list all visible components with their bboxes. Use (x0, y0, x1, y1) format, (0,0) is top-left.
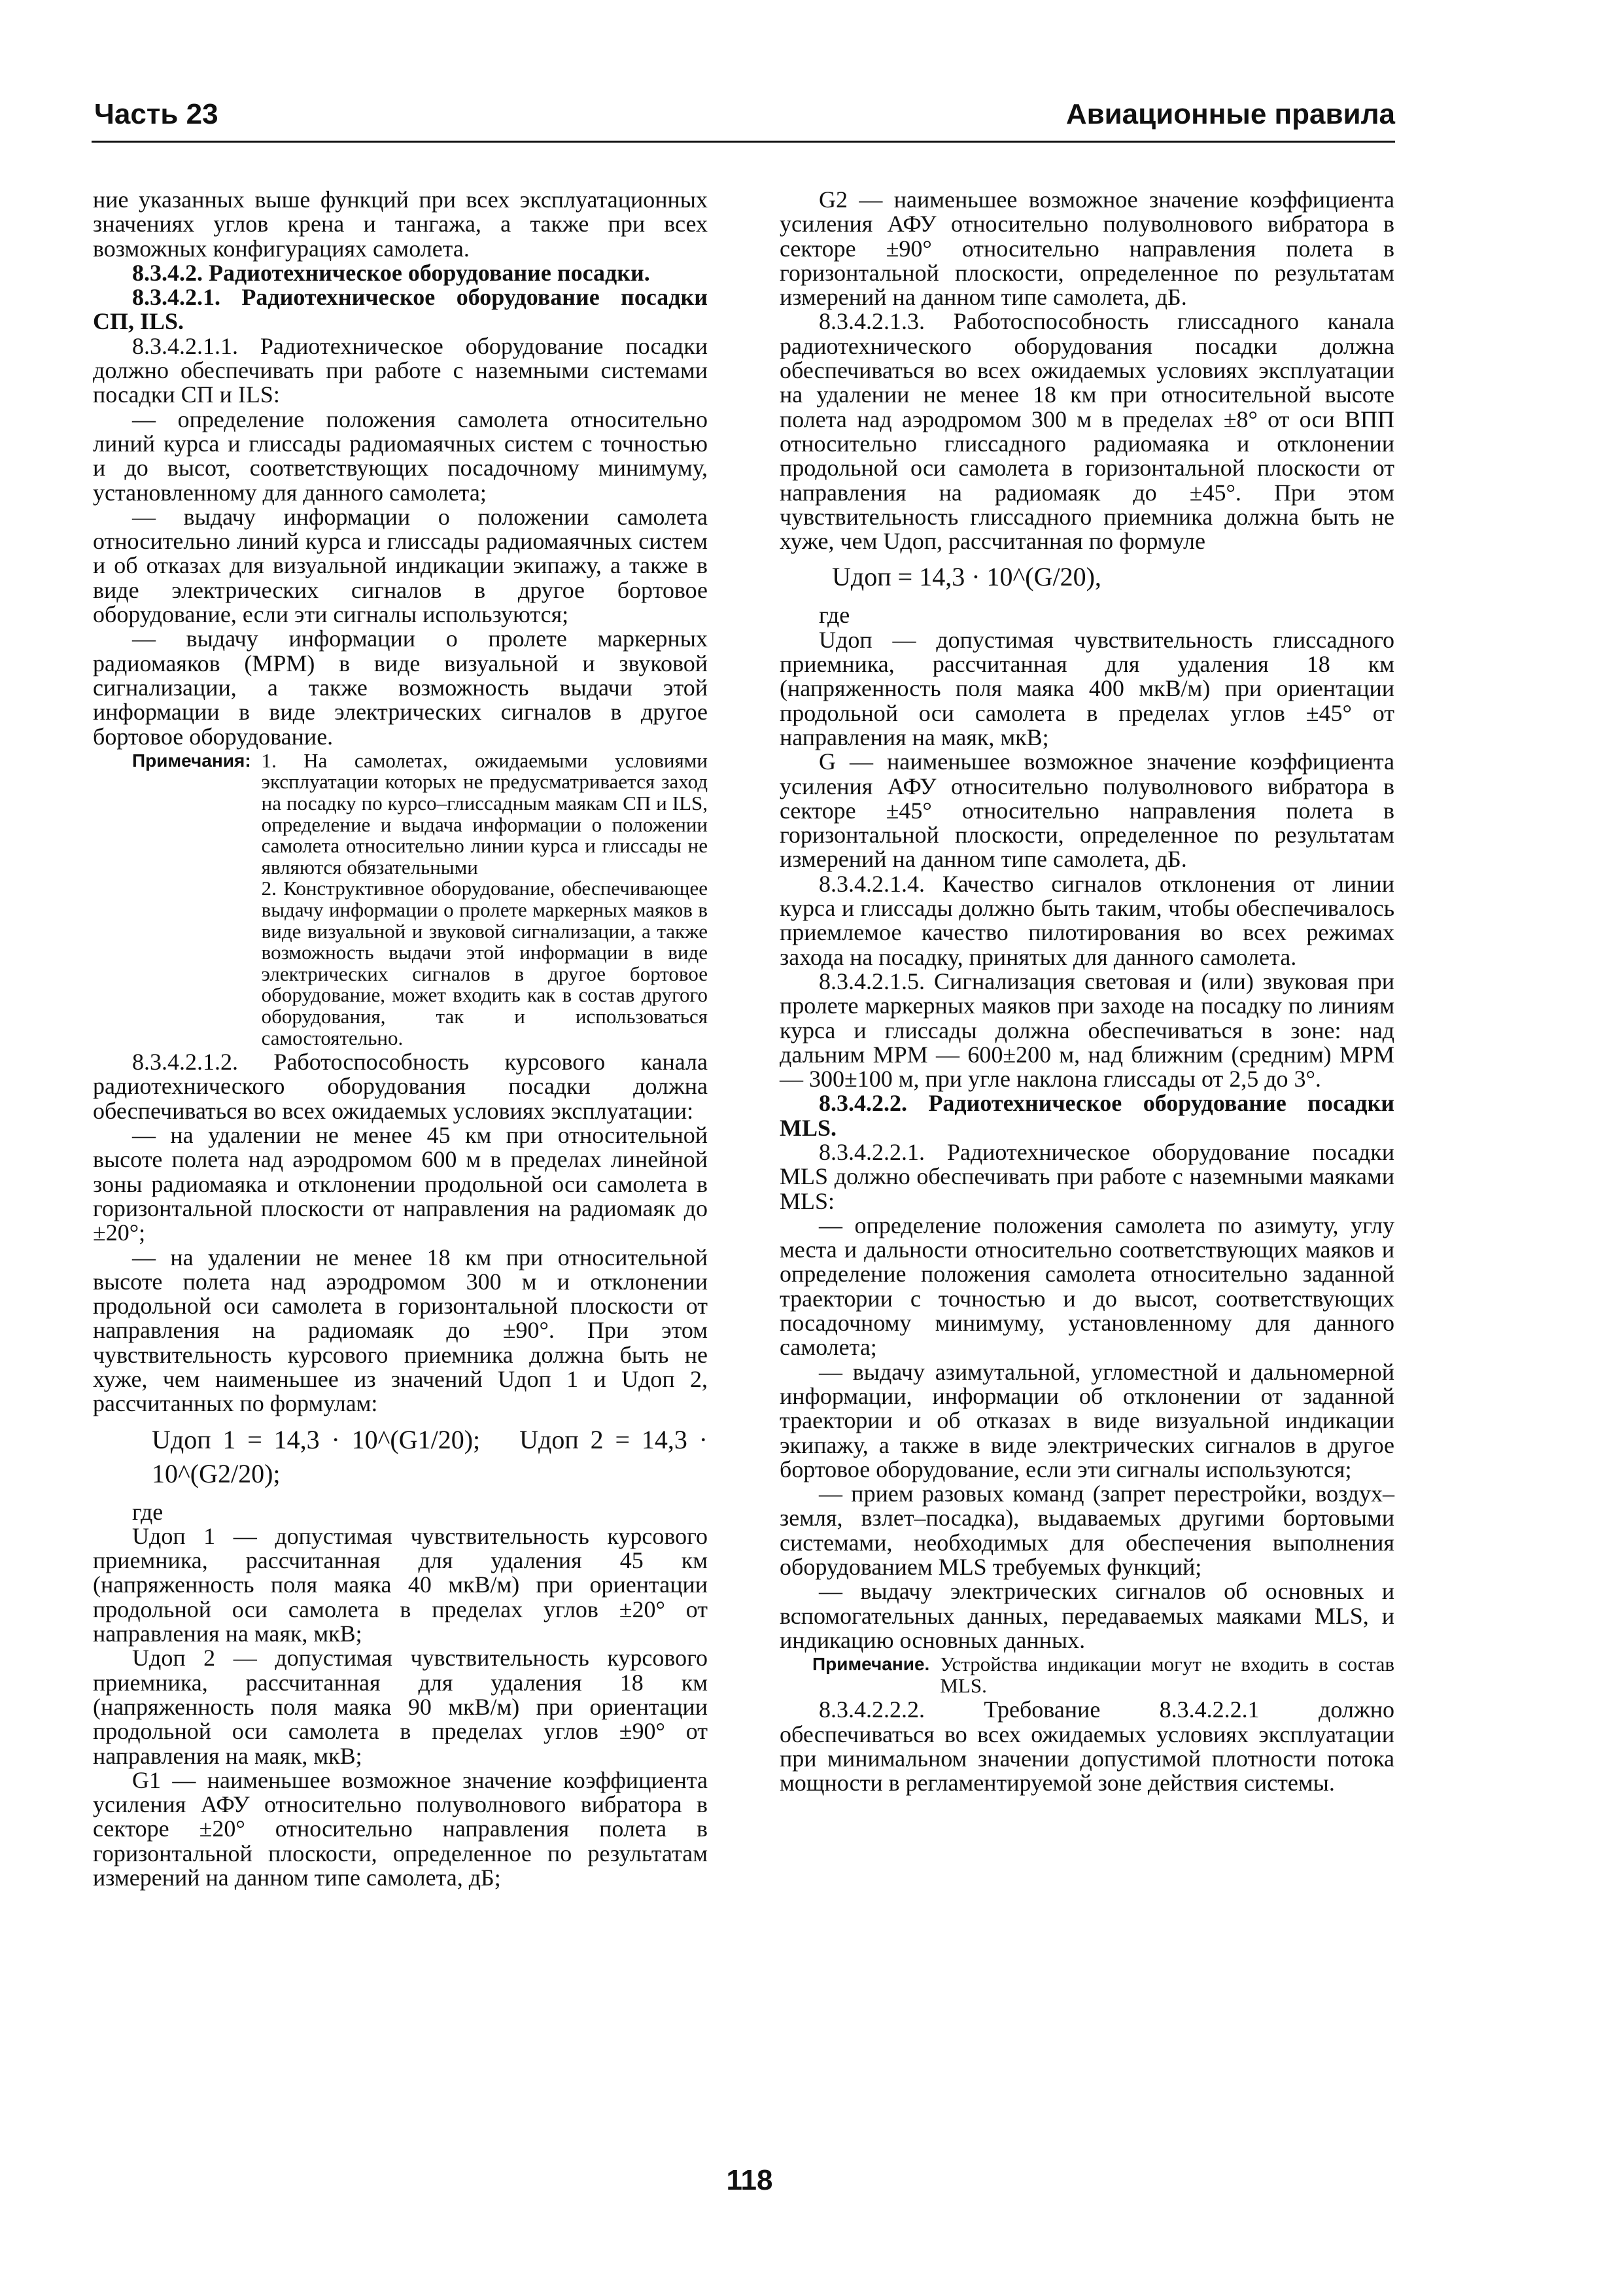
paragraph: G — наименьшее возможное значение коэффициента усиления АФУ относительно полуволнового вибратора в секторе ±45° относительно направления полета в горизонтальной плоскости, определенное по результатам измерений на данном типе самолета, дБ. (780, 748, 1394, 873)
header-rule (92, 141, 1395, 143)
header-part-label: Часть 23 (94, 98, 218, 130)
paragraph: ние указанных выше функций при всех эксплуатационных значениях углов крена и тангажа, а также при всех возможных конфигурациях самолета. (93, 186, 708, 262)
paragraph: 8.3.4.2.1.4. Качество сигналов отклонения от линии курса и глиссады должно быть таким, чтобы обеспечивалось приемлемое качество пилотирования во всех режимах захода на посадку, принятых для данного самолета. (780, 870, 1394, 970)
formula: Uдоп = 14,3 · 10^(G/20), (832, 562, 1101, 592)
paragraph: — на удалении не менее 45 км при относительной высоте полета над аэродромом 600 м в пределах линейной зоны радиомаяка и отклонении продольной оси самолета в горизонтальной плоскости от направления на радиомаяк до ±20°; (93, 1122, 708, 1246)
note-body: Устройства индикации могут не входить в состав MLS. (940, 1653, 1394, 1697)
paragraph: — на удалении не менее 18 км при относительной высоте полета над аэродромом 300 м и отклонении продольной оси самолета в горизонтальной плоскости от направления на радиомаяк до ±90°. При этом чувствительность курсового приемника должна быть не хуже, чем наименьшее из значений Uдоп 1 и Uдоп 2, рассчитанных по формулам: (93, 1244, 708, 1417)
notes-body (262, 750, 708, 1049)
notes-label: Примечания: (132, 750, 251, 771)
header-title: Авиационные правила (1065, 98, 1395, 130)
paragraph: — прием разовых команд (запрет перестройки, воздух–земля, взлет–посадка), выдаваемых другими бортовыми системами, необходимых для обеспечения выполнения оборудованием MLS требуемых функций; (780, 1480, 1394, 1581)
paragraph: 8.3.4.2.2.2. Требование 8.3.4.2.2.1 должно обеспечиваться во всех ожидаемых условиях эксплуатации при минимальном значении допустимой плотности потока мощности в регламентируемой зоне действия системы. (780, 1696, 1394, 1796)
formula-block (780, 560, 1394, 594)
page-number: 118 (726, 2164, 773, 2196)
paragraph: 8.3.4.2.2.1. Радиотехническое оборудование посадки MLS должно обеспечивать при работе с наземными маяками MLS: (780, 1138, 1394, 1214)
where-label: где (132, 1498, 164, 1525)
notes-block (93, 750, 708, 1049)
section-heading: 8.3.4.2. Радиотехническое оборудование посадки. (132, 259, 650, 286)
paragraph: 8.3.4.2.1.2. Работоспособность курсового канала радиотехнического оборудования посадки должна обеспечиваться во всех ожидаемых условиях эксплуатации: (93, 1049, 708, 1124)
paragraph: — выдачу информации о положении самолета относительно линий курса и глиссады радиомаячных систем и об отказах для визуальной индикации экипажу, а также в виде электрических сигналов в другое бортовое оборудование, если эти сигналы используются; (93, 503, 708, 628)
paragraph: — выдачу электрических сигналов об основных и вспомогательных данных, передаваемых маяками MLS, и индикацию основных данных. (780, 1578, 1394, 1653)
right-column (780, 188, 1394, 1796)
formula: Uдоп 2 = 14,3 · 10^(G2/20); (152, 1424, 708, 1488)
paragraph: 8.3.4.2.1.5. Сигнализация световая и (или) звуковая при пролете маркерных маяков при заходе на посадку по линиям курса и глиссады должна обеспечиваться в зоне: над дальним МРМ — 600±200 м, над ближним (средним) МРМ — 300±100 м, при угле наклона глиссады от 2,5 до 3°. (780, 968, 1394, 1093)
paragraph: 8.3.4.2.1.1. Радиотехническое оборудование посадки должно обеспечивать при работе с наземными системами посадки СП и ILS: (93, 332, 708, 408)
paragraph: 8.3.4.2.1.3. Работоспособность глиссадного канала радиотехнического оборудования посадки должна обеспечиваться во всех ожидаемых условиях эксплуатации на удалении не менее 18 км при относительной высоте полета над аэродромом 300 м в пределах ±8° от оси ВПП относительно глиссадного радиомаяка и отклонении продольной оси самолета в горизонтальной плоскости от направления на радиомаяк до ±45°. При этом чувствительность глиссадного приемника должна быть не хуже, чем Uдоп, рассчитанная по формуле (780, 308, 1394, 555)
paragraph: G1 — наименьшее возможное значение коэффициента усиления АФУ относительно полуволнового вибратора в секторе ±20° относительно направления полета в горизонтальной плоскости, определенное по результатам измерений на данном типе самолета, дБ; (93, 1766, 708, 1891)
note-item: 1. На самолетах, ожидаемыми условиями эксплуатации которых не предусматривается заход на посадку по курсо–глиссадным маякам СП и ILS, определение и выдача информации о положении самолета относительно линии курса и глиссады не являются обязательными (261, 748, 708, 879)
paragraph: G2 — наименьшее возможное значение коэффициента усиления АФУ относительно полуволнового вибратора в секторе ±90° относительно направления полета в горизонтальной плоскости, определенное по результатам измерений на данном типе самолета, дБ. (780, 186, 1394, 311)
paragraph: Uдоп 2 — допустимая чувствительность курсового приемника, рассчитанная для удаления 18 км (напряженность поля маяка 90 мкВ/м) при ориентации продольной оси самолета в пределах углов ±90° от направления на маяк, мкВ; (93, 1645, 708, 1769)
formula: Uдоп 1 = 14,3 · 10^(G1/20); (152, 1424, 481, 1454)
paragraph: — выдачу информации о пролете маркерных радиомаяков (МРМ) в виде визуальной и звуковой сигнализации, а также возможность выдачи этой информации в виде электрических сигналов в другое бортовое оборудование. (93, 625, 708, 750)
paragraph: — выдачу азимутальной, угломестной и дальномерной информации, информации об отклонении от заданной траектории и об отказах в виде визуальной индикации экипажу, а также в виде электрических сигналов в другое бортовое оборудование, если эти сигналы используются; (780, 1358, 1394, 1482)
paragraph: Uдоп 1 — допустимая чувствительность курсового приемника, рассчитанная для удаления 45 км (напряженность поля маяка 40 мкВ/м) при ориентации продольной оси самолета в пределах углов ±20° от направления на маяк, мкВ; (93, 1522, 708, 1647)
note-label: Примечание. (812, 1654, 930, 1675)
section-heading: 8.3.4.2.2. Радиотехническое оборудование посадки MLS. (780, 1090, 1394, 1141)
paragraph: — определение положения самолета относительно линий курса и глиссады радиомаячных систем с точностью и до высот, соответствующих посадочному минимуму, установленному для данного самолета; (93, 406, 708, 506)
section-heading: 8.3.4.2.1. Радиотехническое оборудование посадки СП, ILS. (93, 284, 708, 335)
where-label: где (819, 602, 850, 629)
left-column (93, 188, 708, 1890)
note-item: 2. Конструктивное оборудование, обеспечивающее выдачу информации о пролете маркерных маяков в виде визуальной и звуковой сигнализации, а также возможность выдачи этой информации в виде электрических сигналов в другое бортовое оборудование, может входить как в состав другого оборудования, так и использоваться самостоятельно. (261, 877, 708, 1049)
paragraph: — определение положения самолета по азимуту, углу места и дальности относительно соответствующих маяков и определение положения самолета относительно заданной траектории с точностью и до высот, соответствующих посадочному минимуму, установленному для данного самолета; (780, 1212, 1394, 1361)
paragraph: Uдоп — допустимая чувствительность глиссадного приемника, рассчитанная для удаления 18 км (напряженность поля маяка 400 мкВ/м) при ориентации продольной оси самолета в пределах углов ±45° от направления на маяк, мкВ; (780, 626, 1394, 750)
note-block (780, 1654, 1394, 1696)
formula-block (93, 1423, 708, 1491)
